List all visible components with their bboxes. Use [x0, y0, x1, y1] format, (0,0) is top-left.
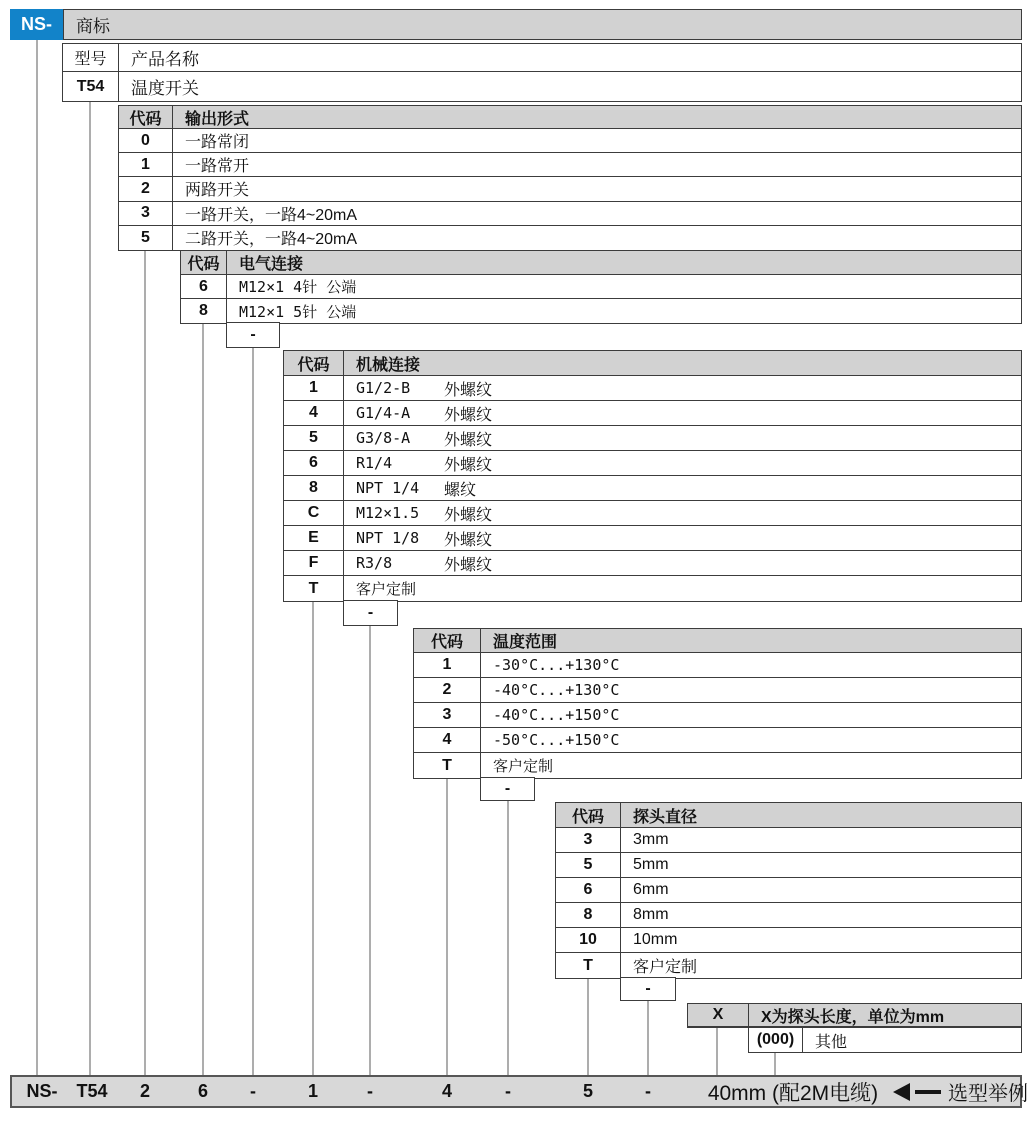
- label-cell: [227, 275, 1021, 298]
- label-cell: [481, 728, 1021, 752]
- example-value: -: [367, 1081, 373, 1101]
- label-cell: [344, 501, 1021, 525]
- table-title: 机械连接: [356, 356, 421, 374]
- code-cell: 5: [119, 226, 173, 250]
- table-row: [284, 451, 1021, 476]
- code-cell: E: [284, 526, 344, 550]
- value-text: G3/8-A: [356, 429, 411, 447]
- connector-line: [252, 348, 254, 1075]
- model-label: 温度开关: [131, 79, 199, 98]
- example-value: 5: [582, 1081, 594, 1101]
- table-header-mechanical: [284, 351, 1021, 376]
- table-row: [284, 376, 1021, 401]
- length-label: X为探头长度，单位为mm: [761, 1008, 945, 1026]
- label-text: -30°C...+130°C: [493, 656, 620, 674]
- table-row: [556, 878, 1021, 903]
- label-cell: [344, 401, 1021, 425]
- code-cell: 6: [556, 878, 621, 902]
- label-text: 一路开关，一路4~20mA: [185, 206, 358, 224]
- table-row: [119, 129, 1021, 153]
- table-row: [284, 401, 1021, 426]
- length-other-row: [748, 1027, 1022, 1053]
- connector-line: [647, 1001, 649, 1075]
- label-cell: [621, 928, 1021, 952]
- connector-line: [587, 977, 589, 1075]
- code-table-temperature: [413, 628, 1022, 779]
- length-other-inner-row: [749, 1028, 1021, 1052]
- table-row: [119, 177, 1021, 201]
- table-row: [119, 226, 1021, 250]
- example-value: 2: [139, 1081, 151, 1101]
- code-table-electrical: [180, 250, 1022, 324]
- label-cell: [344, 451, 1021, 475]
- code-cell: 2: [119, 177, 173, 200]
- label-cell: [344, 551, 1021, 575]
- connector-line: [89, 100, 91, 1075]
- connector-line: [446, 777, 448, 1075]
- code-cell: 1: [284, 376, 344, 400]
- example-length-value: 40mm (配2M电缆): [707, 1081, 879, 1105]
- label-cell: [621, 828, 1021, 852]
- label-text: 客户定制: [633, 959, 698, 976]
- value-text: M12×1.5: [356, 504, 420, 522]
- table-row: [414, 728, 1021, 753]
- code-cell: 8: [284, 476, 344, 500]
- label-cell: [621, 878, 1021, 902]
- suffix-text: 外螺纹: [444, 506, 493, 524]
- code-cell: 4: [284, 401, 344, 425]
- table-row: [414, 678, 1021, 703]
- label-text: 6mm: [633, 881, 669, 898]
- table-row: [556, 828, 1021, 853]
- value-text: G1/4-A: [356, 404, 411, 422]
- connector-line: [202, 322, 204, 1075]
- label-text: -50°C...+150°C: [493, 731, 620, 749]
- value-text: NPT 1/8: [356, 529, 420, 547]
- label-text: 客户定制: [356, 580, 417, 598]
- model-code: T54: [63, 72, 119, 101]
- table-row: [556, 903, 1021, 928]
- example-value: 4: [441, 1081, 453, 1101]
- code-cell: 1: [414, 653, 481, 677]
- code-cell: T: [414, 753, 481, 778]
- table-row: [284, 501, 1021, 526]
- table-title: 电气连接: [239, 256, 304, 273]
- table-row: [414, 753, 1021, 778]
- code-column-header: 代码: [414, 629, 481, 652]
- length-code: X: [688, 1004, 749, 1026]
- code-table-mechanical: [283, 350, 1022, 602]
- suffix-text: 外螺纹: [444, 406, 493, 424]
- example-value: NS-: [26, 1081, 58, 1101]
- table-row: [119, 202, 1021, 226]
- code-column-header: 代码: [119, 106, 173, 128]
- label-text: M12×1 5针 公端: [239, 302, 357, 321]
- example-caption-group: [893, 1077, 1028, 1106]
- suffix-text: 螺纹: [444, 481, 477, 499]
- code-cell: 2: [414, 678, 481, 702]
- table-row: [556, 928, 1021, 953]
- model-value-row: [63, 72, 1021, 101]
- suffix-text: 外螺纹: [444, 456, 493, 474]
- code-cell: 4: [414, 728, 481, 752]
- table-header-temperature: [414, 629, 1021, 653]
- example-value: -: [250, 1081, 256, 1101]
- dash-separator-box: -: [343, 600, 398, 626]
- table-title: 输出形式: [185, 110, 250, 128]
- model-table: [62, 43, 1022, 102]
- table-row: [556, 853, 1021, 878]
- code-cell: 10: [556, 928, 621, 952]
- example-row: [10, 1075, 1028, 1108]
- table-row: [284, 576, 1021, 601]
- connector-line: [36, 40, 38, 1075]
- suffix-text: 外螺纹: [444, 531, 493, 549]
- label-text: M12×1 4针 公端: [239, 278, 357, 296]
- label-cell: [344, 576, 1021, 601]
- code-cell: T: [284, 576, 344, 601]
- example-value: 6: [197, 1081, 209, 1101]
- length-code-table: [687, 1003, 1022, 1028]
- code-cell: 6: [284, 451, 344, 475]
- label-text: 一路常开: [185, 158, 250, 176]
- left-arrow-icon: [893, 1083, 910, 1101]
- model-header-code: 型号: [63, 44, 119, 71]
- length-table-header: [688, 1004, 1021, 1027]
- code-table-probe: [555, 802, 1022, 979]
- code-column-header: 代码: [181, 251, 227, 274]
- label-cell: [227, 299, 1021, 323]
- label-text: 客户定制: [493, 757, 554, 775]
- table-row: [181, 299, 1021, 323]
- label-cell: [173, 153, 1021, 176]
- label-cell: [173, 177, 1021, 200]
- left-arrow-tail: [915, 1090, 941, 1094]
- label-cell: [344, 376, 1021, 400]
- label-cell: [481, 653, 1021, 677]
- label-cell: [481, 703, 1021, 727]
- label-cell: [481, 678, 1021, 702]
- dash-separator-box: -: [620, 977, 676, 1001]
- code-cell: 3: [119, 202, 173, 225]
- table-header-probe: [556, 803, 1021, 828]
- label-text: 一路常闭: [185, 134, 250, 152]
- label-cell: [344, 526, 1021, 550]
- label-text: 10mm: [633, 931, 678, 948]
- label-text: 8mm: [633, 906, 669, 923]
- dash-separator-box: -: [480, 777, 535, 801]
- table-row: [284, 476, 1021, 501]
- label-text: 3mm: [633, 831, 669, 848]
- code-cell: 5: [556, 853, 621, 877]
- label-text: -40°C...+150°C: [493, 706, 620, 724]
- trademark-label: 商标: [76, 17, 110, 36]
- trademark-bar: [63, 9, 1022, 40]
- model-header-row: [63, 44, 1021, 72]
- label-cell: [173, 202, 1021, 225]
- table-row: [181, 275, 1021, 299]
- connector-line: [144, 249, 146, 1075]
- code-cell: F: [284, 551, 344, 575]
- code-cell: 1: [119, 153, 173, 176]
- table-title: 探头直径: [633, 808, 698, 826]
- example-value: T54: [76, 1081, 108, 1101]
- value-text: R1/4: [356, 454, 393, 472]
- label-cell: [481, 753, 1021, 778]
- code-table-output: [118, 105, 1022, 251]
- suffix-text: 外螺纹: [444, 431, 493, 449]
- table-row: [284, 551, 1021, 576]
- example-caption: 选型举例: [948, 1083, 1028, 1105]
- label-cell: [621, 853, 1021, 877]
- code-cell: 3: [414, 703, 481, 727]
- table-row: [414, 703, 1021, 728]
- connector-line: [507, 801, 509, 1075]
- table-header-electrical: [181, 251, 1021, 275]
- table-title: 温度范围: [493, 634, 558, 651]
- code-cell: 8: [556, 903, 621, 927]
- length-other-code: (000): [749, 1028, 803, 1052]
- example-value: -: [645, 1081, 651, 1101]
- code-cell: 8: [181, 299, 227, 323]
- connector-line: [369, 626, 371, 1075]
- label-cell: [173, 129, 1021, 152]
- code-cell: T: [556, 953, 621, 978]
- table-row: [119, 153, 1021, 177]
- code-cell: C: [284, 501, 344, 525]
- code-cell: 5: [284, 426, 344, 450]
- label-cell: [621, 953, 1021, 978]
- model-header-label: 产品名称: [131, 50, 199, 69]
- code-column-header: 代码: [284, 351, 344, 375]
- code-column-header: 代码: [556, 803, 621, 827]
- label-cell: [344, 426, 1021, 450]
- connector-line: [716, 1027, 718, 1075]
- label-text: -40°C...+130°C: [493, 681, 620, 699]
- code-cell: 3: [556, 828, 621, 852]
- length-other-label: 其他: [815, 1033, 848, 1051]
- code-cell: 6: [181, 275, 227, 298]
- table-row: [556, 953, 1021, 978]
- dash-separator-box: -: [226, 322, 280, 348]
- label-text: 二路开关，一路4~20mA: [185, 231, 358, 249]
- connector-line: [774, 1051, 776, 1075]
- value-text: R3/8: [356, 554, 393, 572]
- label-text: 两路开关: [185, 182, 250, 200]
- label-text: 5mm: [633, 856, 669, 873]
- example-value: -: [505, 1081, 511, 1101]
- brand-prefix-badge: NS-: [10, 9, 63, 40]
- code-cell: 0: [119, 129, 173, 152]
- table-row: [414, 653, 1021, 678]
- connector-line: [312, 600, 314, 1075]
- table-row: [284, 526, 1021, 551]
- suffix-text: 外螺纹: [444, 556, 493, 574]
- label-cell: [621, 903, 1021, 927]
- suffix-text: 外螺纹: [444, 381, 493, 399]
- label-cell: [344, 476, 1021, 500]
- label-cell: [173, 226, 1021, 250]
- value-text: NPT 1/4: [356, 479, 420, 497]
- table-header-output: [119, 106, 1021, 129]
- value-text: G1/2-B: [356, 379, 411, 397]
- example-value: 1: [307, 1081, 319, 1101]
- table-row: [284, 426, 1021, 451]
